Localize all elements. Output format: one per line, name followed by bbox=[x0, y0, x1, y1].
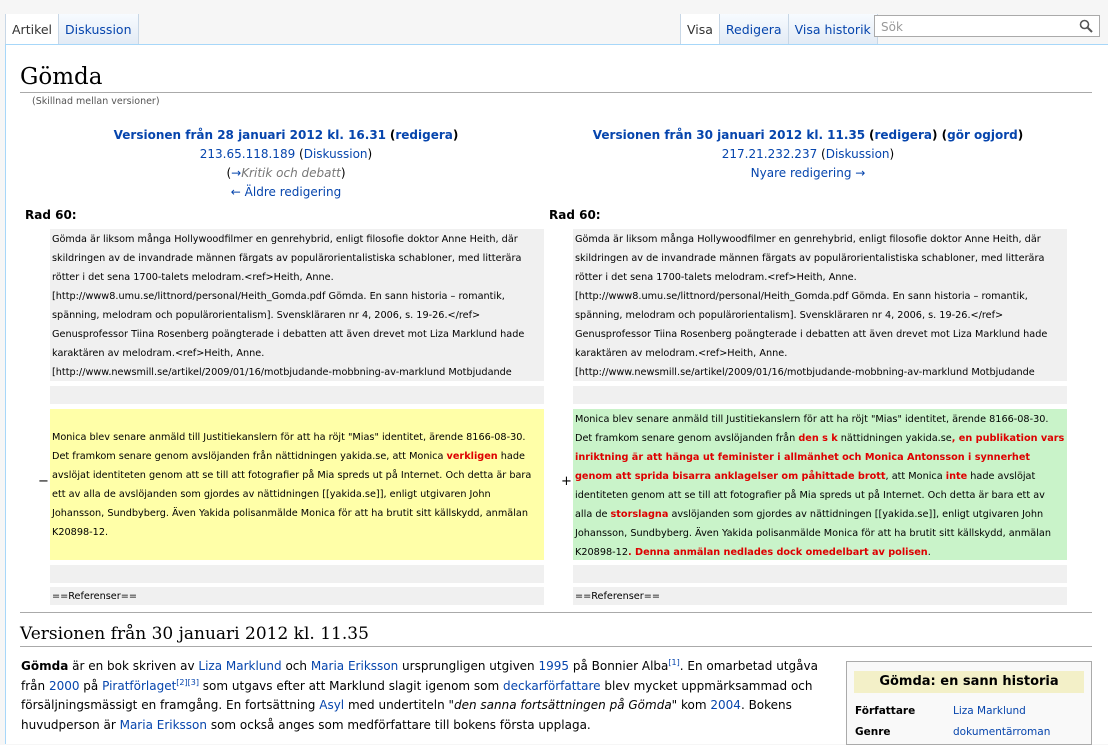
old-version-talk-link[interactable]: Diskussion bbox=[303, 147, 368, 161]
tab-bar bbox=[0, 0, 1108, 44]
diff-context-right: Gömda är liksom många Hollywoodfilmer en genrehybrid, enligt filosofie doktor Anne Heith, där skildringen av de invandrade männen färgats av populärorientalistiska schabloner, med litterära rötter i det sena 1700-talets melodram.<ref>Heith, Anne. [http://www8.umu.se/littnord/personal/Heith_Gomda.pdf Gömda. En sann historia – romantik, spänning, melodram och populärorientalism]. Svenskläraren nr 4, 2006, s. 19-26.</ref> Genusprofessor Tiina Rosenberg poängterade i debatten att även drevet mot Liza Marklund hade karaktären av melodram.<ref>Heith, Anne. [http://www.newsmill.se/artikel/2009/01/16/motbjudande-mobbning-av-marklund Motbjudande bbox=[573, 229, 1067, 381]
link-2000[interactable]: 2000 bbox=[48, 678, 80, 693]
added-text: Monica blev senare anmäld till Justitiekanslern för att ha röjt "Mias" identitet, ärende 8166-08-30. Det framkom senare genom avslöjanden från bbox=[575, 414, 1049, 444]
link-maria-eriksson[interactable]: Maria Eriksson bbox=[119, 717, 207, 732]
infobox-key: Författare bbox=[855, 705, 916, 717]
link-liza-marklund[interactable]: Liza Marklund bbox=[198, 659, 282, 673]
tab-edit[interactable]: Redigera bbox=[719, 14, 788, 44]
new-version-user-link[interactable]: 217.21.232.237 bbox=[721, 147, 818, 161]
text: är en bok skriven av bbox=[68, 659, 199, 673]
line-label-right: Rad 60: bbox=[549, 208, 601, 222]
tab-view[interactable]: Visa bbox=[680, 14, 719, 44]
line-label-left: Rad 60: bbox=[25, 208, 77, 222]
search-input[interactable] bbox=[879, 17, 1073, 37]
added-highlight: den s k bbox=[798, 433, 838, 444]
old-version-user-link[interactable]: 213.65.118.189 bbox=[199, 147, 296, 161]
link-1995[interactable]: 1995 bbox=[538, 659, 570, 673]
text: med undertiteln bbox=[344, 698, 449, 712]
removed-text: hade avslöjat identiteten genom att se till att fotografier på Mia spreds ut på Internet. Och detta är bara ett av alla de avslöjanden som gjordes av nättidningen [[yakida.se]], enligt utgivaren John Johansson, Sundbyberg. Även Yakida polisanmälde Monica för att ha brutit sitt källskydd, anmälan K20898-12. bbox=[52, 451, 532, 538]
diff-context-left: Gömda är liksom många Hollywoodfilmer en genrehybrid, enligt filosofie doktor Anne Heith, där skildringen av de invandrade männen färgats av populärorientalistiska schabloner, med litterära rötter i det sena 1700-talets melodram.<ref>Heith, Anne. [http://www8.umu.se/littnord/personal/Heith_Gomda.pdf Gömda. En sann historia – romantik, spänning, melodram och populärorientalism]. Svenskläraren nr 4, 2006, s. 19-26.</ref> Genusprofessor Tiina Rosenberg poängterade i debatten att även drevet mot Liza Marklund hade karaktären av melodram.<ref>Heith, Anne. [http://www.newsmill.se/artikel/2009/01/16/motbjudande-mobbning-av-marklund Motbjudande bbox=[50, 229, 544, 381]
old-version-header: Versionen från 28 januari 2012 kl. 16.31 (redigera) 213.65.118.189 (Diskussion) (→Kritik och debatt) ← Äldre redigering bbox=[113, 128, 459, 199]
title-divider bbox=[20, 92, 1092, 93]
text: . Bokens huvudperson är bbox=[21, 698, 792, 732]
diff-refs-left: ==Referenser== bbox=[50, 587, 544, 605]
added-text: . bbox=[927, 547, 931, 558]
link-asyl[interactable]: Asyl bbox=[319, 698, 345, 712]
magnifier-icon[interactable] bbox=[1079, 19, 1093, 33]
view-tabs bbox=[680, 14, 878, 44]
tab-discussion[interactable]: Diskussion bbox=[58, 14, 138, 44]
text: på Bonnier Alba bbox=[569, 659, 669, 673]
article-paragraph bbox=[21, 657, 831, 735]
search-box bbox=[874, 15, 1100, 37]
added-text: avslöjanden som gjordes av nättidningen [[yakida.se]], enligt utgivaren John Johansson, Sundbyberg. Även Yakida polisanmälde Monica för att ha brutit sitt källskydd, anmälan K20898-12 bbox=[575, 509, 1051, 558]
added-text: nättidningen yakida.se bbox=[837, 433, 952, 444]
link-piratforlaget[interactable]: Piratförlaget bbox=[102, 678, 177, 693]
page-subtitle: (Skillnad mellan versioner) bbox=[32, 96, 160, 107]
text: och bbox=[281, 659, 311, 673]
added-highlight: , en publikation vars inriktning är att hänga ut feminister i allmänhet och Monica Antonsson i synnerhet genom att sprida bisarra anklagelser om påhittade brott bbox=[575, 433, 1065, 482]
undo-link[interactable]: gör ogjord bbox=[947, 128, 1018, 142]
diff-removed-line bbox=[50, 409, 544, 560]
new-version-link[interactable]: Versionen från 30 januari 2012 kl. 11.35 bbox=[592, 128, 866, 142]
text: som utgavs efter att Marklund slagit igenom som bbox=[198, 678, 504, 693]
article-subject: Gömda bbox=[21, 659, 69, 673]
content-area bbox=[5, 44, 1108, 744]
infobox-row-genre bbox=[855, 726, 1050, 738]
link-deckarforfattare[interactable]: deckarförfattare bbox=[503, 678, 601, 693]
infobox-row-author bbox=[855, 705, 1026, 717]
text: ursprungligen utgiven bbox=[398, 659, 539, 673]
link-2004[interactable]: 2004 bbox=[710, 698, 741, 712]
removed-text: Monica blev senare anmäld till Justitiekanslern för att ha röjt "Mias" identitet, ärende 8166-08-30. Det framkom senare genom avslöjanden från nättidningen yakida.se, att Monica bbox=[52, 432, 526, 462]
ref-3[interactable]: [3] bbox=[187, 677, 199, 687]
infobox-value-link[interactable]: Liza Marklund bbox=[953, 705, 1026, 717]
removed-highlight: verkligen bbox=[446, 451, 498, 462]
page-title: Gömda bbox=[20, 64, 103, 90]
diff-empty-context-left bbox=[50, 565, 544, 583]
diff-added-line bbox=[573, 409, 1067, 560]
new-version-edit-link[interactable]: redigera bbox=[874, 128, 932, 142]
old-version-summary: Kritik och debatt bbox=[241, 166, 341, 180]
link-maria-eriksson[interactable]: Maria Eriksson bbox=[310, 659, 399, 673]
removed-line-marker: − bbox=[38, 474, 49, 489]
added-highlight: inte bbox=[945, 471, 968, 482]
ref-2[interactable]: [2] bbox=[176, 677, 188, 687]
older-edit-link[interactable]: ← Äldre redigering bbox=[230, 185, 342, 199]
tab-history[interactable]: Visa historik bbox=[788, 14, 878, 44]
new-version-header: Versionen från 30 januari 2012 kl. 11.35 (redigera) (gör ogjord) 217.21.232.237 (Diskussion) Nyare redigering → bbox=[592, 128, 1024, 180]
diff-empty-context-left bbox=[50, 386, 544, 404]
section-divider bbox=[20, 646, 1092, 647]
diff-empty-context-right bbox=[573, 386, 1067, 404]
text: kom bbox=[677, 698, 711, 712]
added-highlight: . Denna anmälan nedlades dock omedelbart av polisen bbox=[628, 547, 928, 558]
infobox-key: Genre bbox=[855, 726, 891, 738]
text: som också anges som medförfattare till bokens första upplaga. bbox=[207, 717, 591, 732]
text: på bbox=[79, 678, 103, 693]
subtitle-quote: "den sanna fortsättningen på Gömda" bbox=[448, 698, 678, 712]
diff-refs-right: ==Referenser== bbox=[573, 587, 1067, 605]
infobox bbox=[846, 661, 1092, 745]
text: blev mycket uppmärksammad och försäljningsmässigt en framgång. En fortsättning bbox=[21, 678, 813, 712]
namespace-tabs bbox=[5, 14, 139, 44]
old-version-summary-arrow[interactable]: → bbox=[231, 166, 242, 180]
ref-1[interactable]: [1] bbox=[668, 658, 680, 667]
added-text: , att Monica bbox=[885, 471, 946, 482]
old-version-link[interactable]: Versionen från 28 januari 2012 kl. 16.31 bbox=[113, 128, 387, 142]
old-version-edit-link[interactable]: redigera bbox=[395, 128, 453, 142]
text: . En omarbetad utgåva från bbox=[21, 659, 818, 693]
diff-empty-context-right bbox=[573, 565, 1067, 583]
revision-heading: Versionen från 30 januari 2012 kl. 11.35 bbox=[20, 624, 369, 644]
added-line-marker: + bbox=[561, 474, 572, 489]
added-highlight: storslagna bbox=[610, 509, 669, 520]
added-text: hade avslöjat identiteten genom att se till att fotografier på Mia spreds ut på Internet. Och detta är bara ett av alla de bbox=[575, 471, 1045, 520]
newer-edit-link[interactable]: Nyare redigering → bbox=[750, 166, 866, 180]
tab-article[interactable]: Artikel bbox=[5, 14, 58, 44]
infobox-title: Gömda: en sann historia bbox=[854, 671, 1084, 693]
new-version-talk-link[interactable]: Diskussion bbox=[825, 147, 890, 161]
diff-divider bbox=[20, 612, 1092, 613]
infobox-value-link[interactable]: dokumentärroman bbox=[953, 726, 1051, 738]
